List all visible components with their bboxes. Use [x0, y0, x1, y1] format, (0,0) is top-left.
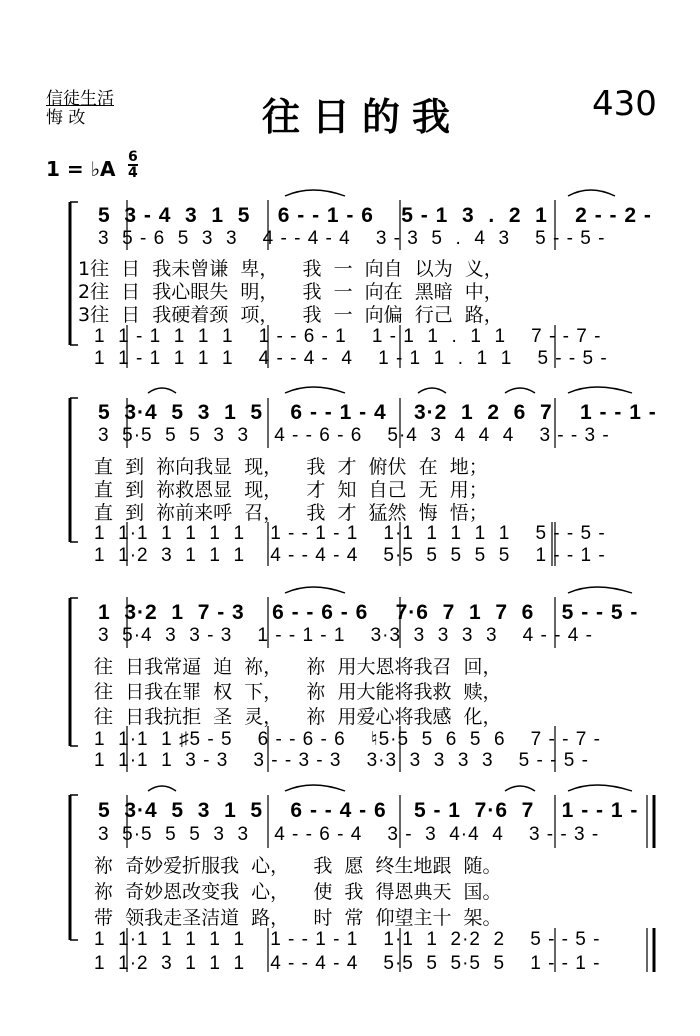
hymn-title: 往日的我 — [262, 95, 463, 139]
system3-lyric2: 往 日我在罪 权 下， 祢 用大能将我救 赎， — [94, 681, 502, 703]
system4-lyric2: 祢 奇妙恩改变我 心， 使 我 得恩典天 国。 — [94, 881, 502, 903]
system2-tenor: 1 1·1 1 1 1 1 1 - - 1 - 1 1·1 1 1 1 1 5 - - 5 - — [94, 523, 606, 544]
system4-alto: 3 5·5 5 5 3 3 4 - - 6 - 4 3 - 3 4·4 4 3 - - 3 - — [98, 824, 600, 845]
system3-bass: 1 1·1 1 3 - 3 3 - - 3 - 3 3·3 3 3 3 3 5 - - 5 - — [94, 750, 589, 771]
meter-bottom: 4 — [128, 165, 138, 181]
system4-lyric1: 祢 奇妙爱折服我 心， 我 愿 终生地跟 随。 — [94, 855, 502, 877]
system4-lyric3: 带 领我走圣洁道 路， 时 常 仰望主十 架。 — [94, 907, 502, 929]
system3-lyric1: 往 日我常逼 迫 祢， 祢 用大恩将我召 回， — [94, 656, 502, 678]
meter-top: 6 — [128, 149, 138, 165]
system2-alto: 3 5·5 5 5 3 3 4 - - 6 - 6 5·4 3 4 4 4 3 - - 3 - — [98, 425, 610, 446]
system3-soprano: 1 3·2 1 7 - 3 6 - - 6 - 6 7·6 7 1 7 6 5 - - 5 - — [98, 601, 639, 624]
hymn-number: 430 — [592, 84, 657, 124]
system2-lyric1: 直 到 祢向我显 现， 我 才 俯伏 在 地； — [94, 456, 488, 478]
system1-tenor: 1 1 - 1 1 1 1 1 - - 6 - 1 1 - 1 1 . 1 1 7 - - 7 - — [94, 326, 602, 347]
category-top: 信徒生活 — [46, 89, 114, 109]
system4-bass: 1 1·2 3 1 1 1 4 - - 4 - 4 5·5 5 5·5 5 1 - - 1 - — [94, 953, 601, 974]
system1-lyric3: 3往 日 我硬着颈 项， 我 一 向偏 行己 路， — [78, 304, 503, 326]
system2-lyric2: 直 到 祢救恩显 现， 才 知 自己 无 用； — [94, 479, 488, 501]
system4-soprano: 5 3·4 5 3 1 5 6 - - 4 - 6 5 - 1 7·6 7 1 - - 1 - — [98, 799, 639, 822]
system2-bass: 1 1·2 3 1 1 1 4 - - 4 - 4 5·5 5 5 5 5 1 - - 1 - — [94, 545, 606, 566]
system1-lyric2: 2往 日 我心眼失 明， 我 一 向在 黑暗 中， — [78, 281, 503, 303]
system2-soprano: 5 3·4 5 3 1 5 6 - - 1 - 4 3·2 1 2 6 7 1 - - 1 - — [98, 401, 657, 424]
system1-soprano: 5 3 - 4 3 1 5 6 - - 1 - 6 5 - 1 3 . 2 1 2 - - 2 - — [98, 204, 652, 227]
system1-bass: 1 1 - 1 1 1 1 4 - - 4 - 4 1 - 1 1 . 1 1 5 - - 5 - — [94, 348, 608, 369]
system1-alto: 3 5 - 6 5 3 3 4 - - 4 - 4 3 - 3 5 . 4 3 5 - - 5 - — [98, 228, 606, 249]
system2-lyric3: 直 到 祢前来呼 召， 我 才 猛然 悔 悟； — [94, 502, 488, 524]
system1-lyric1: 1往 日 我未曾谦 卑， 我 一 向自 以为 义， — [78, 258, 503, 280]
system3-tenor: 1 1·1 1 ♯5 - 5 6 - - 6 - 6 ♮5·5 5 6 5 6 7 - - 7 - — [94, 729, 601, 750]
category-bottom: 悔 改 — [46, 108, 86, 128]
key-signature: 1 = ♭A — [46, 157, 116, 181]
system4-tenor: 1 1·1 1 1 1 1 1 - - 1 - 1 1·1 1 2·2 2 5 - - 5 - — [94, 929, 601, 950]
system3-lyric3: 往 日我抗拒 圣 灵， 祢 用爱心将我感 化， — [94, 706, 502, 728]
system3-alto: 3 5·4 3 3 - 3 1 - - 1 - 1 3·3 3 3 3 3 4 - - 4 - — [98, 625, 593, 646]
